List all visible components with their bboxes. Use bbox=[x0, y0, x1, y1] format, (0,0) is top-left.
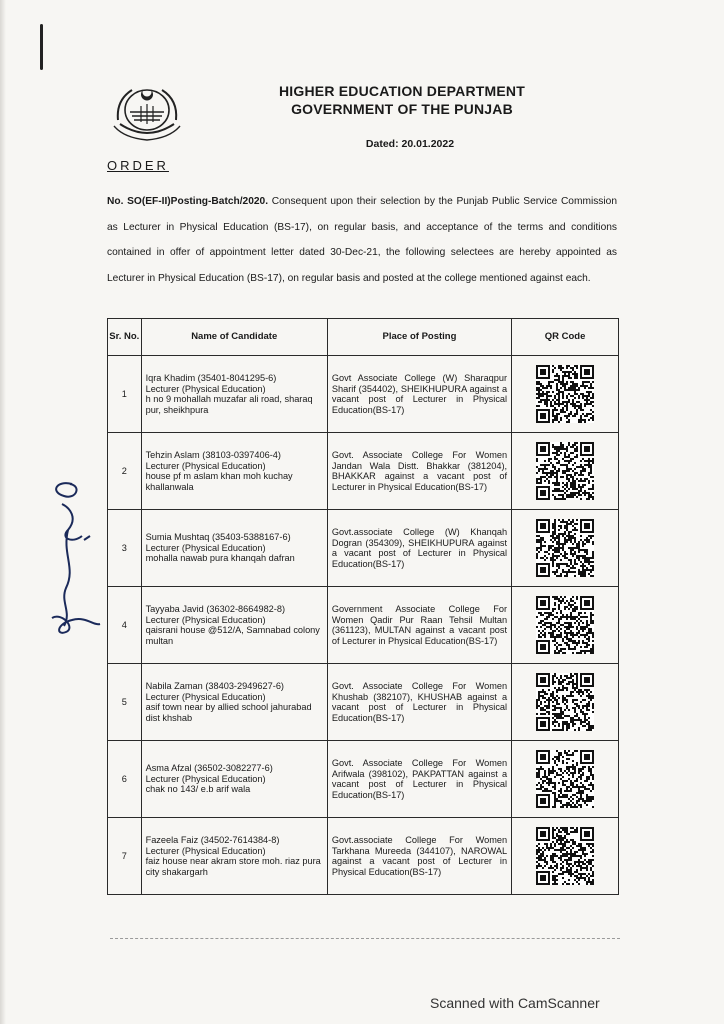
qr-code-icon bbox=[536, 442, 594, 500]
place-of-posting-cell: Govt. Associate College For Women Khushab (382107), KHUSHAB against a vacant post of Lecturer in Physical Education(BS-17) bbox=[327, 664, 511, 741]
candidate-cell bbox=[141, 818, 327, 895]
candidate-address: h no 9 mohallah muzafar ali road, sharaq pur, sheikhpura bbox=[145, 394, 313, 415]
order-date: Dated: 20.01.2022 bbox=[365, 138, 455, 150]
table-row bbox=[108, 587, 619, 664]
scan-edge-shadow bbox=[0, 0, 6, 1024]
table-row bbox=[108, 664, 619, 741]
qr-code-cell bbox=[512, 356, 619, 433]
table-row bbox=[108, 510, 619, 587]
candidate-address: mohalla nawab pura khanqah dafran bbox=[145, 553, 295, 564]
table-row bbox=[108, 818, 619, 895]
place-of-posting-cell: Govt Associate College (W) Sharaqpur Sharif (354402), SHEIKHUPURA against a vacant post of Lecturer in Physical Education(BS-17) bbox=[327, 356, 511, 433]
sr-no-cell: 4 bbox=[108, 587, 142, 664]
government-title: GOVERNMENT OF THE PUNJAB bbox=[291, 101, 513, 117]
order-reference-number: No. SO(EF-II)Posting-Batch/2020. bbox=[107, 196, 269, 207]
candidate-cell bbox=[141, 356, 327, 433]
posting-table bbox=[107, 318, 619, 895]
table-row bbox=[108, 741, 619, 818]
order-body-text: Consequent upon their selection by the Punjab Public Service Commission as Lecturer in Physical Education (BS-17), on regular basis, and acceptance of the terms and conditions contained in offer of appointment letter dated 30-Dec-21, the following selectees are hereby appointed as Lecturer in Physical Education (BS-17), on regular basis and posted at the college mentioned against each. bbox=[107, 196, 617, 284]
table-header-row bbox=[108, 319, 619, 356]
candidate-name: Iqra Khadim (35401-8041295-6) bbox=[145, 373, 277, 383]
candidate-name: Sumia Mushtaq (35403-5388167-6) bbox=[145, 532, 291, 543]
candidate-name: Fazeela Faiz (34502-7614384-8) bbox=[145, 835, 280, 845]
qr-code-cell bbox=[512, 818, 619, 895]
order-heading: ORDER bbox=[107, 158, 169, 173]
sr-no-cell: 2 bbox=[108, 433, 142, 510]
candidate-name: Tehzin Aslam (38103-0397406-4) bbox=[145, 450, 281, 460]
qr-code-cell bbox=[512, 741, 619, 818]
table-row bbox=[108, 433, 619, 510]
qr-code-icon bbox=[536, 365, 594, 423]
candidate-address: asif town near by allied school jahurabad dist khshab bbox=[145, 702, 312, 723]
camscanner-watermark: Scanned with CamScanner bbox=[430, 995, 600, 1011]
sr-no-cell: 6 bbox=[108, 741, 142, 818]
place-of-posting-cell: Govt.associate College For Women Tarkhana Mureeda (344107), NAROWAL against a vacant post of Lecturer in Physical Education(BS-17) bbox=[327, 818, 511, 895]
qr-code-cell bbox=[512, 510, 619, 587]
candidate-designation: Lecturer (Physical Education) bbox=[145, 542, 266, 553]
candidate-name: Asma Afzal (36502-3082277-6) bbox=[145, 763, 273, 774]
place-of-posting-cell: Govt.associate College (W) Khanqah Dogran (354309), SHEIKHUPURA against a vacant post of Lecturer in Physical Education(BS-17) bbox=[327, 510, 511, 587]
candidate-designation: Lecturer (Physical Education) bbox=[145, 614, 266, 625]
header-sr-no: Sr. No. bbox=[108, 319, 142, 356]
order-paragraph bbox=[107, 189, 617, 291]
qr-code-icon bbox=[536, 519, 594, 577]
header-qr: QR Code bbox=[512, 319, 619, 356]
candidate-cell bbox=[141, 433, 327, 510]
candidate-cell bbox=[141, 587, 327, 664]
candidate-address: house pf m aslam khan moh kuchay khallanwala bbox=[145, 471, 293, 492]
sr-no-cell: 5 bbox=[108, 664, 142, 741]
qr-code-icon bbox=[536, 673, 594, 731]
footer-divider bbox=[110, 938, 620, 939]
qr-code-icon bbox=[536, 750, 594, 808]
candidate-name: Nabila Zaman (38403-2949627-6) bbox=[145, 681, 284, 691]
candidate-designation: Lecturer (Physical Education) bbox=[145, 383, 266, 394]
qr-code-icon bbox=[536, 596, 594, 654]
table-row bbox=[108, 356, 619, 433]
margin-pen-mark bbox=[40, 24, 43, 70]
qr-code-cell bbox=[512, 433, 619, 510]
punjab-government-logo bbox=[110, 80, 184, 144]
candidate-name: Tayyaba Javid (36302-8664982-8) bbox=[145, 604, 286, 614]
candidate-cell bbox=[141, 510, 327, 587]
candidate-designation: Lecturer (Physical Education) bbox=[145, 773, 266, 784]
qr-code-cell bbox=[512, 664, 619, 741]
candidate-address: chak no 143/ e.b arif wala bbox=[145, 784, 251, 795]
department-title: HIGHER EDUCATION DEPARTMENT bbox=[279, 83, 525, 99]
header-candidate: Name of Candidate bbox=[141, 319, 327, 356]
candidate-address: qaisrani house @512/A, Samnabad colony multan bbox=[145, 625, 320, 646]
place-of-posting-cell: Govt. Associate College For Women Jandan Wala Distt. Bhakkar (381204), BHAKKAR against a vacant post of Lecturer in Physical Education(BS-17) bbox=[327, 433, 511, 510]
candidate-address: faiz house near akram store moh. riaz pura city shakargarh bbox=[145, 856, 321, 877]
candidate-designation: Lecturer (Physical Education) bbox=[145, 691, 266, 702]
candidate-designation: Lecturer (Physical Education) bbox=[145, 845, 266, 856]
handwritten-signature bbox=[42, 478, 106, 638]
sr-no-cell: 1 bbox=[108, 356, 142, 433]
candidate-cell bbox=[141, 664, 327, 741]
place-of-posting-cell: Government Associate College For Women Qadir Pur Raan Tehsil Multan (361123), MULTAN against a vacant post of Lecturer in Physical Education(BS-17) bbox=[327, 587, 511, 664]
candidate-designation: Lecturer (Physical Education) bbox=[145, 460, 266, 471]
sr-no-cell: 7 bbox=[108, 818, 142, 895]
candidate-cell bbox=[141, 741, 327, 818]
place-of-posting-cell: Govt. Associate College For Women Arifwala (398102), PAKPATTAN against a vacant post of Lecturer in Physical Education(BS-17) bbox=[327, 741, 511, 818]
qr-code-cell bbox=[512, 587, 619, 664]
sr-no-cell: 3 bbox=[108, 510, 142, 587]
header-place: Place of Posting bbox=[327, 319, 511, 356]
qr-code-icon bbox=[536, 827, 594, 885]
